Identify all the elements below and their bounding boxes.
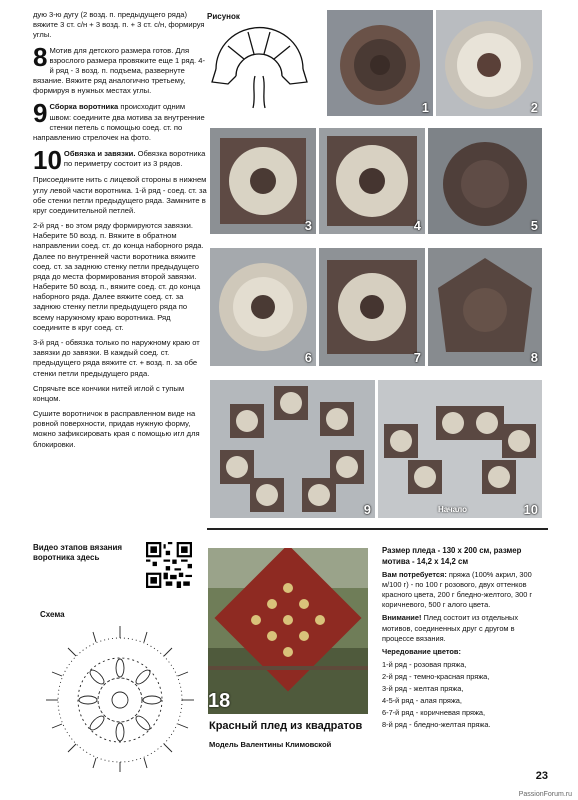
photo-2: [436, 10, 542, 116]
photo-1: [327, 10, 433, 116]
intro-text: дую 3-ю дугу (2 возд. п. предыдущего ряда) вяжите 3 ст. с/н + 3 возд. п. + 3 ст. с/н, формируя углы.: [33, 10, 205, 40]
photo-9: [210, 380, 375, 518]
photo-5: [428, 128, 542, 234]
color-row: 8-й ряд - бледно-желтая пряжа.: [382, 720, 491, 729]
step-8: [33, 41, 207, 97]
photo-3: [210, 128, 316, 234]
blanket-photo: [208, 548, 368, 714]
photo-number: 7: [413, 350, 421, 365]
motif-image: [210, 248, 316, 366]
color-row: 1-й ряд - розовая пряжа,: [382, 659, 467, 669]
figure-label: Рисунок: [207, 12, 240, 21]
paragraph: 2-й ряд - во этом ряду формируются завязки. Наберите 50 возд. п. Вяжите в обратном направлении соед. ст. до конца наборного ряда. Далее по внутренней части воротника вяжите соед. ст. за заднюю стенку петли предыдущего ряда до места формирования второй завязки. Наберите 50 возд. п., вяжите соед. ст. до конца наборного ряда. Далее вяжите соед. ст. за заднюю стенку петли предыдущего ряда по всему наружному краю воротника. Ряд соедините в круг соед. ст.: [33, 221, 204, 332]
step-9: [33, 98, 207, 143]
photo-6: [210, 248, 316, 366]
video-label: Видео этапов вязания воротника здесь: [33, 543, 123, 562]
materials-label: Вам потребуется:: [382, 570, 447, 580]
motif-image: [436, 10, 542, 116]
blanket-image: [208, 548, 368, 714]
paragraph: Присоедините нить с лицевой стороны в нижнем углу левой части воротника. 1-й ряд - соед. ст. за обе стенки петли предыдущего ряда. Замкните в круг соединительной петлей.: [33, 175, 207, 215]
materials-text: пряжа (100% акрил, 300 м/100 г) - по 100 г розового, двух оттенков красного цвета, 200 г бледно-желтого, 300 г коричневого, 500 г алого цвета.: [382, 570, 533, 610]
note: [382, 613, 542, 643]
photo-number: 4: [413, 218, 421, 233]
step-number: 10: [33, 145, 62, 176]
photo-number: 8: [530, 350, 538, 365]
step-text: Мотив для детского размера готов. Для взрослого размера провяжите еще 1 ряд. 4-й ряд - 3 возд. п. подъема, развернуте вязание. Вяжите ряд аналогично третьему, формируя в нужных местах углы.: [33, 45, 206, 96]
motif-image: [428, 128, 542, 234]
note-text: Плед состоит из отдельных мотивов, соединенных друг с другом в процессе вязания.: [382, 613, 519, 643]
color-row: 4-5-й ряд - алая пряжа,: [382, 695, 462, 705]
photo-number: 2: [530, 100, 538, 115]
paragraph: Спрячьте все кончики нитей иглой с тупым концом.: [33, 383, 185, 403]
right-column: [382, 546, 542, 732]
left-column: [33, 10, 207, 455]
color-row: 2-й ряд - темно-красная пряжа,: [382, 671, 490, 681]
motif-image: [428, 248, 542, 366]
paragraph: 3-й ряд - обвязка только по наружному краю от завязки до завязки. В каждый соед. ст. предыдущего ряда вяжите ст. + возд. п. за обе стенки петли предыдущего ряда.: [33, 337, 200, 378]
pattern-author: Модель Валентины Климовской: [209, 740, 332, 749]
pattern-title: Красный плед из квадратов: [209, 720, 363, 732]
motif-image: [319, 248, 425, 366]
motif-image: [327, 10, 433, 116]
step-number: 8: [33, 41, 48, 72]
schema-label: Схема: [40, 610, 65, 619]
colors-title: Чередование цветов:: [382, 646, 461, 656]
photo-number: 1: [421, 100, 429, 115]
photo-4: [319, 128, 425, 234]
photo-number: 10: [523, 502, 538, 517]
step-title: Сборка воротника: [49, 102, 119, 112]
start-label: Начало: [438, 505, 467, 514]
photo-number: 5: [530, 218, 538, 233]
collar-diagram: [208, 24, 310, 112]
qr-code-icon[interactable]: [146, 542, 192, 588]
pattern-number: 18: [208, 690, 231, 712]
footer-watermark: PassionForum.ru: [518, 791, 572, 798]
step-text: Обвязка воротника по периметру состоит из 3 рядов.: [63, 149, 206, 169]
photo-number: 3: [304, 218, 312, 233]
step-number: 9: [33, 98, 48, 129]
motif-image: [378, 380, 542, 518]
note-label: Внимание!: [382, 613, 422, 623]
size-info: Размер пледа - 130 х 200 см, размер мотива - 14,2 х 14,2 см: [382, 546, 522, 566]
photo-number: 9: [363, 502, 371, 517]
photo-number: 6: [304, 350, 312, 365]
photo-7: [319, 248, 425, 366]
crochet-chart: [36, 620, 204, 776]
photo-10: [378, 380, 542, 518]
photo-8: [428, 248, 542, 366]
motif-image: [210, 128, 316, 234]
color-row: 3-й ряд - желтая пряжа,: [382, 683, 464, 693]
motif-image: [210, 380, 375, 518]
motif-image: [319, 128, 425, 234]
page-number: 23: [535, 770, 548, 782]
materials: [382, 570, 542, 610]
color-row: 6-7-й ряд - коричневая пряжа,: [382, 707, 486, 717]
paragraph: Сушите воротничок в расправленном виде на ровной поверхности, придав нужную форму, можно зафиксировать края с помощью игл для блокировки.: [33, 409, 200, 449]
step-text: происходит одним швом: соедините два мотива за внутренние стенки петель с помощью соед. ст. по направлению стрелочек на фото.: [33, 102, 205, 142]
section-divider: [207, 528, 548, 530]
step-title: Обвязка и завязки.: [63, 149, 136, 159]
step-10: [33, 145, 207, 176]
